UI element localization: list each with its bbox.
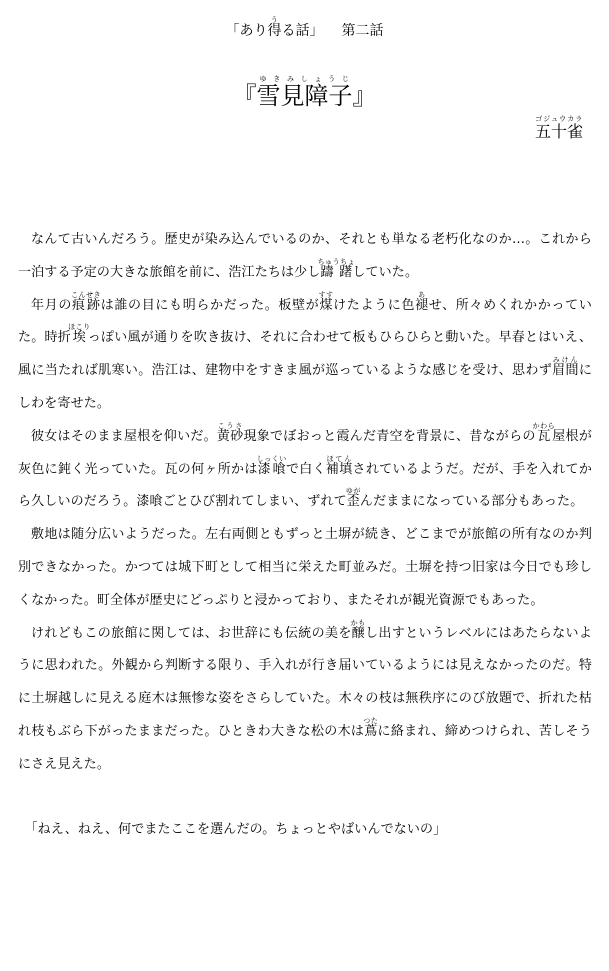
text-run: 屋根が灰色に鈍く光っていた。瓦の何ヶ所かは bbox=[18, 428, 592, 477]
series-title-ruby bbox=[267, 16, 282, 39]
ruby-reading: すす bbox=[318, 290, 334, 299]
ruby-reading: あ bbox=[415, 290, 429, 299]
ruby-base: 瓦 bbox=[532, 428, 556, 444]
title-bracket-open: 『 bbox=[232, 82, 257, 110]
ruby-reading: ほてん bbox=[325, 454, 353, 463]
series-title-kanji: 得 bbox=[267, 23, 282, 39]
ruby-base: 褪 bbox=[415, 297, 429, 313]
ruby-base: 眉間 bbox=[552, 363, 579, 379]
text-run: せ、所々めくれかかっていた。時折 bbox=[18, 297, 592, 346]
ruby-base: 漆喰 bbox=[256, 461, 287, 477]
text-run: 現象でぼおっと霞んだ青空を背景に、昔ながらの bbox=[243, 428, 536, 444]
paragraph-4: 敷地は随分広いようだった。左右両側ともずっと土塀が続き、どこまでが旅館の所有なのか判別できなかった。かつては城下町として相当に栄えた町並みだ。土塀を持つ旧家は今日でも珍しくなかった。町全体が歴史にどっぷりと浸かっており、またそれが観光資源でもあった。 bbox=[18, 527, 592, 608]
text-run: していた。 bbox=[352, 264, 419, 280]
ruby-word bbox=[532, 421, 556, 444]
ruby-word bbox=[318, 290, 334, 313]
title-bracket-close: 』 bbox=[352, 82, 377, 110]
ruby-word bbox=[415, 290, 429, 313]
author-byline bbox=[535, 114, 583, 150]
ruby-word bbox=[325, 454, 353, 477]
title-text: 雪見障子 bbox=[256, 82, 353, 110]
ruby-word bbox=[256, 454, 287, 477]
ruby-reading: ほこり bbox=[68, 323, 91, 332]
text-run: なんて古いんだろう。歴史が染み込んでいるのか、それとも単なる老朽化なのか…。これから一泊する予定の大きな旅館を前に、浩江たちは少し bbox=[18, 232, 592, 280]
text-run: けれどもこの旅館に関しては、お世辞にも伝統の美を bbox=[31, 625, 352, 641]
ruby-reading: みけん bbox=[552, 356, 579, 365]
author-name: 五十雀 bbox=[534, 122, 583, 141]
text-run: 年月の bbox=[31, 297, 73, 313]
ruby-word bbox=[350, 618, 366, 641]
ruby-reading: かわら bbox=[532, 421, 556, 430]
author-ruby bbox=[534, 115, 583, 141]
ruby-word bbox=[216, 421, 244, 444]
ruby-base: 躊躇 bbox=[317, 264, 356, 280]
ruby-reading: かも bbox=[350, 618, 366, 627]
text-run: に絡まれ、締めつけられ、苦しそうにさえ見えた。 bbox=[18, 723, 592, 772]
title-ruby bbox=[256, 75, 353, 110]
blank-line bbox=[18, 782, 592, 815]
author-reading: ゴジュウカラ bbox=[534, 115, 583, 123]
paragraph-3 bbox=[18, 421, 592, 519]
ruby-word bbox=[68, 323, 91, 346]
paragraph-2 bbox=[18, 290, 592, 421]
text-run: にしわを寄せた。 bbox=[18, 363, 592, 411]
ruby-base: 歪 bbox=[345, 494, 361, 510]
ruby-word bbox=[317, 257, 356, 280]
text-run: んだままになっている部分もあった。 bbox=[359, 494, 584, 510]
paragraph-1 bbox=[18, 224, 592, 290]
ruby-word bbox=[552, 356, 579, 379]
text-run: は誰の目にも明らかだった。板壁が bbox=[100, 297, 320, 313]
text-run: で白く bbox=[285, 461, 326, 477]
series-title-close: る話」 bbox=[281, 23, 324, 39]
ruby-reading: ちゅうちょ bbox=[317, 257, 356, 266]
ruby-reading: ゆが bbox=[345, 487, 361, 496]
story-body bbox=[18, 224, 592, 847]
title-reading: ゆきみしょうじ bbox=[256, 75, 353, 83]
dialogue-line: 「ねえ、ねえ、何でまたここを選んだの。ちょっとやばいんでないの」 bbox=[24, 822, 447, 838]
ruby-word bbox=[71, 290, 102, 313]
series-title-reading: う bbox=[267, 16, 282, 24]
ruby-reading: つた bbox=[363, 716, 379, 725]
ruby-base: 醸 bbox=[350, 625, 366, 641]
paragraph-5 bbox=[18, 618, 592, 782]
ruby-base: 黄砂 bbox=[216, 428, 244, 444]
episode-label: 第二話 bbox=[341, 23, 384, 39]
ruby-word bbox=[345, 487, 361, 510]
series-title-open: 「あり bbox=[225, 23, 268, 39]
ruby-reading: しっくい bbox=[256, 454, 287, 463]
story-title bbox=[0, 68, 609, 124]
series-heading bbox=[0, 16, 609, 46]
text-run: っぽい風が通りを吹き抜け、それに合わせて板もひらひらと動いた。早春とはいえ、風に当たれば肌寒い。浩江は、建物中をすきま風が巡っているような感じを受け、思わず bbox=[18, 330, 592, 379]
text-run: 彼女はそのまま屋根を仰いだ。 bbox=[31, 428, 217, 444]
ruby-base: 蔦 bbox=[363, 723, 379, 739]
text-run: けたように色 bbox=[332, 297, 416, 313]
ruby-base: 補填 bbox=[325, 461, 353, 477]
text-run: されているようだ。だが、手を入れてから久しいのだろう。漆喰ごとひび割れてしまい、ずれて bbox=[18, 461, 593, 510]
ruby-reading: こんせき bbox=[71, 290, 102, 299]
ruby-word bbox=[363, 716, 379, 739]
ruby-base: 煤 bbox=[318, 297, 334, 313]
ruby-reading: こうさ bbox=[216, 421, 244, 430]
ruby-base: 痕跡 bbox=[71, 297, 102, 313]
ruby-base: 埃 bbox=[68, 330, 91, 346]
text-run: し出すというレベルにはあたらないように思われた。外観から判断する限り、手入れが行き届いているようには見えなかったのだ。特に土塀越しに見える庭木は無惨な姿をさらしていた。木々の枝は無秩序にのび放題で、折れた枯れ枝もぶら下がったままだった。ひときわ大きな松の木は bbox=[18, 625, 592, 739]
